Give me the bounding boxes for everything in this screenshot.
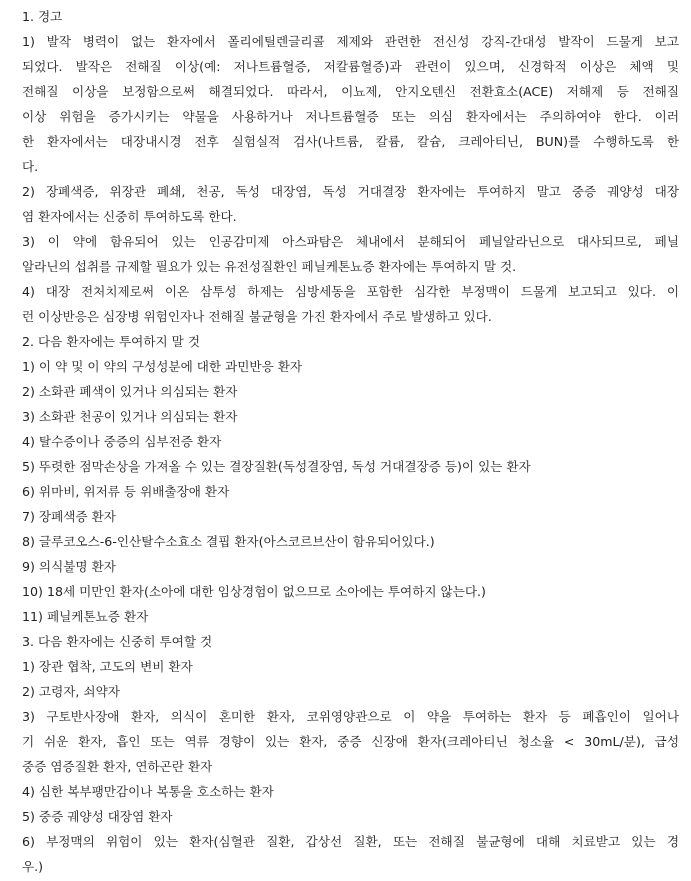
- warning-1-line-1: 1) 발작 병력이 없는 환자에서 폴리에틸렌글리콜 제제와 관련한 전신성 강직-간대성 발작이 드물게 보고: [22, 34, 679, 49]
- section-heading-warnings: 1. 경고: [22, 9, 63, 24]
- warning-1-line-4: 이상 위험을 증가시키는 약물을 사용하거나 저나트륨혈증 또는 의심 환자에서는 주의하여야 한다. 이러: [22, 109, 679, 124]
- warning-1-line-6: 다.: [22, 159, 39, 174]
- contraindication-item: 1) 이 약 및 이 약의 구성성분에 대한 과민반응 환자: [22, 359, 303, 374]
- precaution-3-line-3: 중증 염증질환 환자, 연하곤란 환자: [22, 759, 213, 774]
- contraindication-item: 7) 장폐색증 환자: [22, 509, 116, 524]
- precaution-item: 4) 심한 복부팽만감이나 복통을 호소하는 환자: [22, 784, 274, 799]
- contraindication-item: 5) 뚜렷한 점막손상을 가져올 수 있는 결장질환(독성결장염, 독성 거대결장증 등)이 있는 환자: [22, 459, 531, 474]
- contraindication-item: 2) 소화관 폐색이 있거나 의심되는 환자: [22, 384, 238, 399]
- contraindication-item: 10) 18세 미만인 환자(소아에 대한 임상경험이 없으므로 소아에는 투여하지 않는다.): [22, 584, 486, 599]
- contraindication-item: 8) 글루코오스-6-인산탈수소효소 결핍 환자(아스코르브산이 함유되어있다.): [22, 534, 435, 549]
- contraindication-item: 11) 페닐케톤뇨증 환자: [22, 609, 149, 624]
- precaution-item: 2) 고령자, 쇠약자: [22, 684, 120, 699]
- precaution-6-line-2: 우.): [22, 859, 44, 874]
- precaution-item: 5) 중증 궤양성 대장염 환자: [22, 809, 173, 824]
- warning-1-line-5: 한 환자에서는 대장내시경 전후 실험실적 검사(나트륨, 칼륨, 칼슘, 크레아티닌, BUN)를 수행하도록 한: [22, 134, 679, 149]
- contraindication-item: 3) 소화관 천공이 있거나 의심되는 환자: [22, 409, 238, 424]
- warning-2-line-2: 염 환자에서는 신중히 투여하도록 한다.: [22, 209, 237, 224]
- precaution-6-line-1: 6) 부정맥의 위험이 있는 환자(심혈관 질환, 갑상선 질환, 또는 전해질 불균형에 대해 치료받고 있는 경: [22, 834, 679, 849]
- section-heading-precautions: 3. 다음 환자에는 신중히 투여할 것: [22, 634, 213, 649]
- contraindication-item: 4) 탈수증이나 중증의 심부전증 환자: [22, 434, 222, 449]
- warning-2-line-1: 2) 장폐색증, 위장관 폐쇄, 천공, 독성 대장염, 독성 거대결장 환자에는 투여하지 말고 중증 궤양성 대장: [22, 184, 679, 199]
- warning-3-line-1: 3) 이 약에 함유되어 있는 인공감미제 아스파탐은 체내에서 분해되어 페닐알라닌으로 대사되므로, 페닐: [22, 234, 679, 249]
- precaution-3-line-1: 3) 구토반사장애 환자, 의식이 혼미한 환자, 코위영양관으로 이 약을 투여하는 환자 등 폐흡인이 일어나: [22, 709, 679, 724]
- warning-4-line-1: 4) 대장 전처치제로써 이온 삼투성 하제는 심방세동을 포함한 심각한 부정맥이 드물게 보고되고 있다. 이: [22, 284, 679, 299]
- warning-3-line-2: 알라닌의 섭취를 규제할 필요가 있는 유전성질환인 페닐케톤뇨증 환자에는 투여하지 말 것.: [22, 259, 517, 274]
- section-heading-contraindications: 2. 다음 환자에는 투여하지 말 것: [22, 334, 201, 349]
- warning-1-line-3: 전해질 이상을 보정함으로써 해결되었다. 따라서, 이뇨제, 안지오텐신 전환효소(ACE) 저해제 등 전해질: [22, 84, 679, 99]
- warning-4-line-2: 런 이상반응은 심장병 위험인자나 전해질 불균형을 가진 환자에서 주로 발생하고 있다.: [22, 309, 492, 324]
- warning-1-line-2: 되었다. 발작은 전해질 이상(예: 저나트륨혈증, 저칼륨혈증)과 관련이 있으며, 신경학적 이상은 체액 및: [22, 59, 679, 74]
- contraindication-item: 9) 의식불명 환자: [22, 559, 116, 574]
- precaution-item: 1) 장관 협착, 고도의 변비 환자: [22, 659, 193, 674]
- contraindication-item: 6) 위마비, 위저류 등 위배출장애 환자: [22, 484, 230, 499]
- precaution-3-line-2: 기 쉬운 환자, 흡인 또는 역류 경향이 있는 환자, 중증 신장애 환자(크레아티닌 청소율 < 30mL/분), 급성: [22, 734, 679, 749]
